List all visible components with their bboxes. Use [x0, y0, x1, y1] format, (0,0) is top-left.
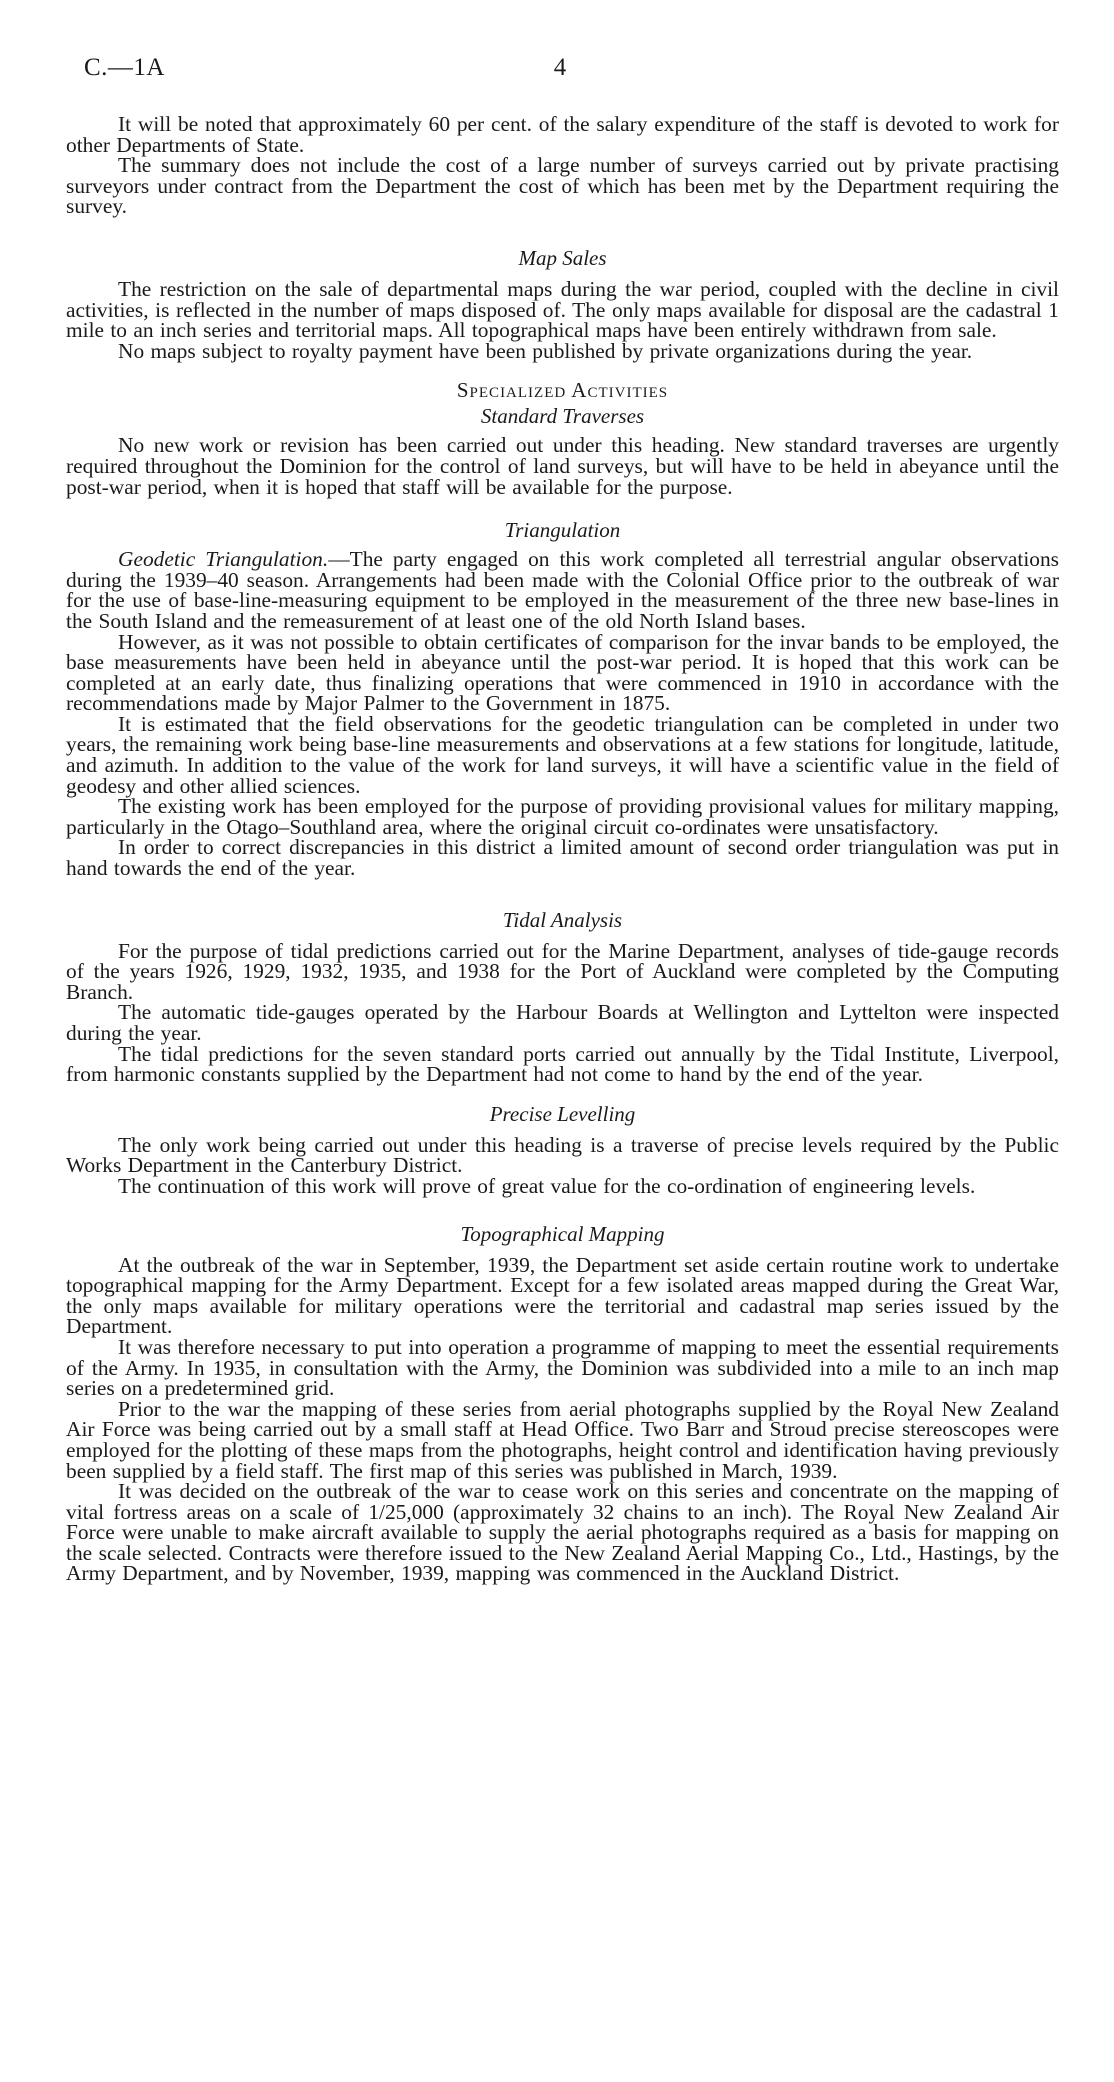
intro-paragraph: It will be noted that approximately 60 per cent. of the salary expenditure of the staff is devoted to work for other Departments of State.: [66, 112, 1059, 157]
triangulation-paragraph-text: —The party engaged on this work completed all terrestrial angular observations during the 1939–40 season. Arrangements had been made with the Colonial Office prior to the outbreak of war for the use of base-line-measuring equipment to be employed in the measurement of the three new base-lines in the South Island and the remeasurement of at least one of the old North Island bases.: [66, 547, 1059, 633]
triangulation-paragraph: It is estimated that the field observations for the geodetic triangulation can be completed in under two years, the remaining work being base-line measurements and observations at a few stations for longitude, latitude, and azimuth. In addition to the value of the work for land surveys, it will have a scientific value in the field of geodesy and other allied sciences.: [66, 711, 1059, 798]
section-heading-tidal-analysis: Tidal Analysis: [502, 907, 623, 932]
document-body: [66, 114, 1059, 1584]
section-heading-specialized-activities: Specialized Activities: [456, 378, 669, 403]
standard-traverses-paragraph: No new work or revision has been carried out under this heading. New standard traverses are urgently required throughout the Dominion for the control of land surveys, but will have to be held in abeyance until the post-war period, when it is hoped that staff will be available for the purpose.: [66, 433, 1059, 499]
map-sales-paragraph: No maps subject to royalty payment have been published by private organizations during the year.: [118, 338, 973, 363]
precise-levelling-paragraph: The only work being carried out under this heading is a traverse of precise levels required by the Public Works Department in the Canterbury District.: [66, 1132, 1059, 1178]
topographical-mapping-paragraph: It was therefore necessary to put into operation a programme of mapping to meet the essential requirements of the Army. In 1935, in consultation with the Army, the Dominion was subdivided into a mile to an inch map series on a predetermined grid.: [66, 1334, 1059, 1401]
triangulation-paragraph: However, as it was not possible to obtain certificates of comparison for the invar bands to be employed, the base measurements have been held in abeyance until the post-war period. It is hoped that this work can be completed at an early date, thus finalizing operations that were commenced in 1910 in accordance with the recommendations made by Major Palmer to the Government in 1875.: [66, 629, 1059, 716]
topographical-mapping-paragraph: At the outbreak of the war in September, 1939, the Department set aside certain routine work to undertake topographical mapping for the Army Department. Except for a few isolated areas mapped during the Great War, the only maps available for military operations were the territorial and cadastral map series issued by the Department.: [66, 1252, 1059, 1339]
section-heading-precise-levelling: Precise Levelling: [489, 1101, 636, 1126]
tidal-analysis-paragraph: For the purpose of tidal predictions carried out for the Marine Department, analyses of tide-gauge records of the years 1926, 1929, 1932, 1935, and 1938 for the Port of Auckland were completed by the Computing Branch.: [66, 938, 1059, 1004]
section-heading-topographical-mapping: Topographical Mapping: [460, 1221, 665, 1246]
document-code: C.—1A: [84, 54, 165, 81]
section-heading-standard-traverses: Standard Traverses: [480, 404, 645, 429]
map-sales-paragraph: The restriction on the sale of departmental maps during the war period, coupled with the decline in civil activities, is reflected in the number of maps disposed of. The only maps available for disposal are the cadastral 1 mile to an inch series and territorial maps. All topographical maps have been entirely withdrawn from sale.: [66, 276, 1059, 343]
tidal-analysis-paragraph: The tidal predictions for the seven standard ports carried out annually by the Tidal Institute, Liverpool, from harmonic constants supplied by the Department had not come to hand by the end of the year.: [66, 1041, 1059, 1087]
section-heading-triangulation: Triangulation: [504, 518, 621, 543]
topographical-mapping-paragraph: Prior to the war the mapping of these series from aerial photographs supplied by the Royal New Zealand Air Force was being carried out by a small staff at Head Office. Two Barr and Stroud precise stereoscopes were employed for the plotting of these maps from the photographs, height control and identification having previously been supplied by a field staff. The first map of this series was published in March, 1939.: [66, 1396, 1059, 1483]
page-number: 4: [553, 54, 567, 81]
section-heading-map-sales: Map Sales: [518, 245, 607, 270]
triangulation-paragraph: [66, 549, 1059, 631]
geodetic-triangulation-subheading: Geodetic Triangulation.: [118, 547, 329, 572]
triangulation-paragraph: In order to correct discrepancies in this district a limited amount of second order triangulation was put in hand towards the end of the year.: [66, 835, 1059, 881]
precise-levelling-paragraph: The continuation of this work will prove of great value for the co-ordination of engineering levels.: [118, 1173, 976, 1198]
intro-paragraph: The summary does not include the cost of a large number of surveys carried out by private practising surveyors under contract from the Department the cost of which has been met by the Department requiring the survey.: [66, 153, 1059, 219]
topographical-mapping-paragraph: It was decided on the outbreak of the war to cease work on this series and concentrate on the mapping of vital fortress areas on a scale of 1/25,000 (approximately 32 chains to an inch). The Royal New Zealand Air Force were unable to make aircraft available to supply the aerial photographs required as a basis for mapping on the scale selected. Contracts were therefore issued to the New Zealand Aerial Mapping Co., Ltd., Hastings, by the Army Department, and by November, 1939, mapping was commenced in the Auckland District.: [66, 1479, 1059, 1586]
tidal-analysis-paragraph: The automatic tide-gauges operated by the Harbour Boards at Wellington and Lyttelton were inspected during the year.: [66, 1000, 1059, 1045]
triangulation-paragraph: The existing work has been employed for the purpose of providing provisional values for military mapping, particularly in the Otago–Southland area, where the original circuit co-ordinates were unsatisfactory.: [66, 794, 1059, 839]
